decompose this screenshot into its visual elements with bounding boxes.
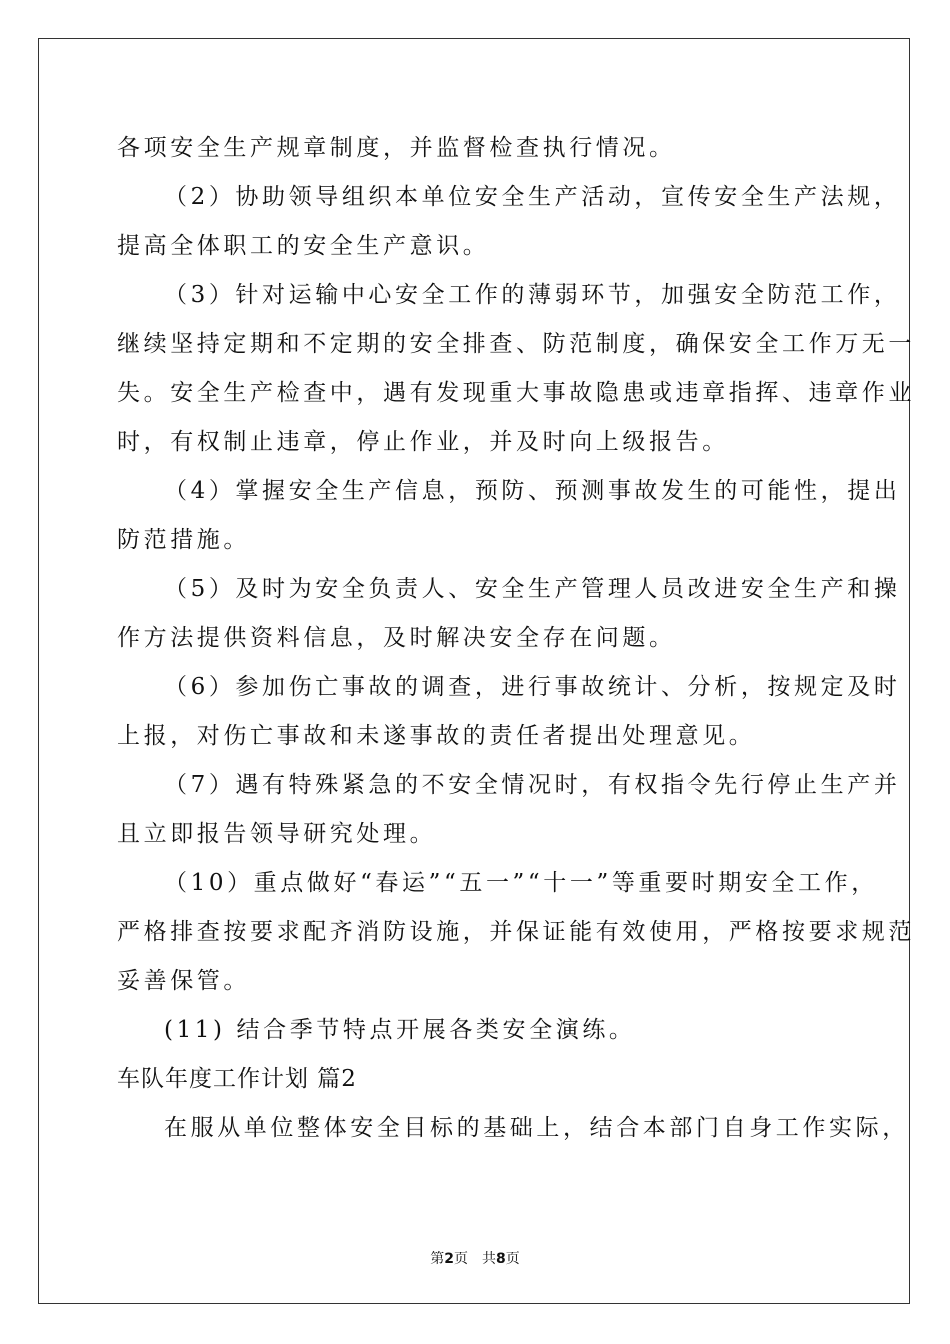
paragraph-line: 且立即报告领导研究处理。: [117, 821, 437, 847]
paragraph-line: 失。安全生产检查中，遇有发现重大事故隐患或违章指挥、违章作业: [117, 380, 915, 406]
paragraph-line: 严格排查按要求配齐消防设施，并保证能有效使用，严格按要求规范: [117, 919, 915, 945]
paragraph-line: 各项安全生产规章制度，并监督检查执行情况。: [117, 135, 676, 161]
total-pages: 8: [496, 1251, 506, 1267]
document-body: [117, 124, 915, 1153]
paragraph-line: 防范措施。: [117, 527, 250, 553]
paragraph-line: 继续坚持定期和不定期的安全排查、防范制度，确保安全工作万无一: [117, 331, 915, 357]
paragraph-line: （4）掌握安全生产信息，预防、预测事故发生的可能性，提出: [164, 478, 901, 504]
page-suffix: 页: [454, 1251, 468, 1267]
paragraph-line: （5）及时为安全负责人、安全生产管理人员改进安全生产和操: [164, 576, 901, 602]
paragraph-line: 时，有权制止违章，停止作业，并及时向上级报告。: [117, 429, 729, 455]
paragraph-line: （10）重点做好“春运”“五一”“十一”等重要时期安全工作，: [164, 870, 878, 896]
paragraph-line: (11) 结合季节特点开展各类安全演练。: [164, 1017, 636, 1043]
page-number: 2: [444, 1251, 454, 1267]
paragraph-line: （7）遇有特殊紧急的不安全情况时，有权指令先行停止生产并: [164, 772, 901, 798]
total-prefix: 共: [482, 1251, 496, 1267]
paragraph-line: 提高全体职工的安全生产意识。: [117, 233, 490, 259]
paragraph-line: （6）参加伤亡事故的调查，进行事故统计、分析，按规定及时: [164, 674, 901, 700]
paragraph-line: （2）协助领导组织本单位安全生产活动，宣传安全生产法规，: [164, 184, 901, 210]
page-footer: [0, 1248, 950, 1268]
paragraph-line: （3）针对运输中心安全工作的薄弱环节，加强安全防范工作，: [164, 282, 901, 308]
paragraph-line: 在服从单位整体安全目标的基础上，结合本部门自身工作实际，: [164, 1115, 909, 1141]
total-suffix: 页: [505, 1251, 520, 1267]
paragraph-line: 上报，对伤亡事故和未遂事故的责任者提出处理意见。: [117, 723, 756, 749]
page-prefix: 第: [430, 1251, 445, 1267]
section-heading: 车队年度工作计划 篇2: [117, 1066, 357, 1092]
paragraph-line: 妥善保管。: [117, 968, 250, 994]
paragraph-line: 作方法提供资料信息，及时解决安全存在问题。: [117, 625, 676, 651]
